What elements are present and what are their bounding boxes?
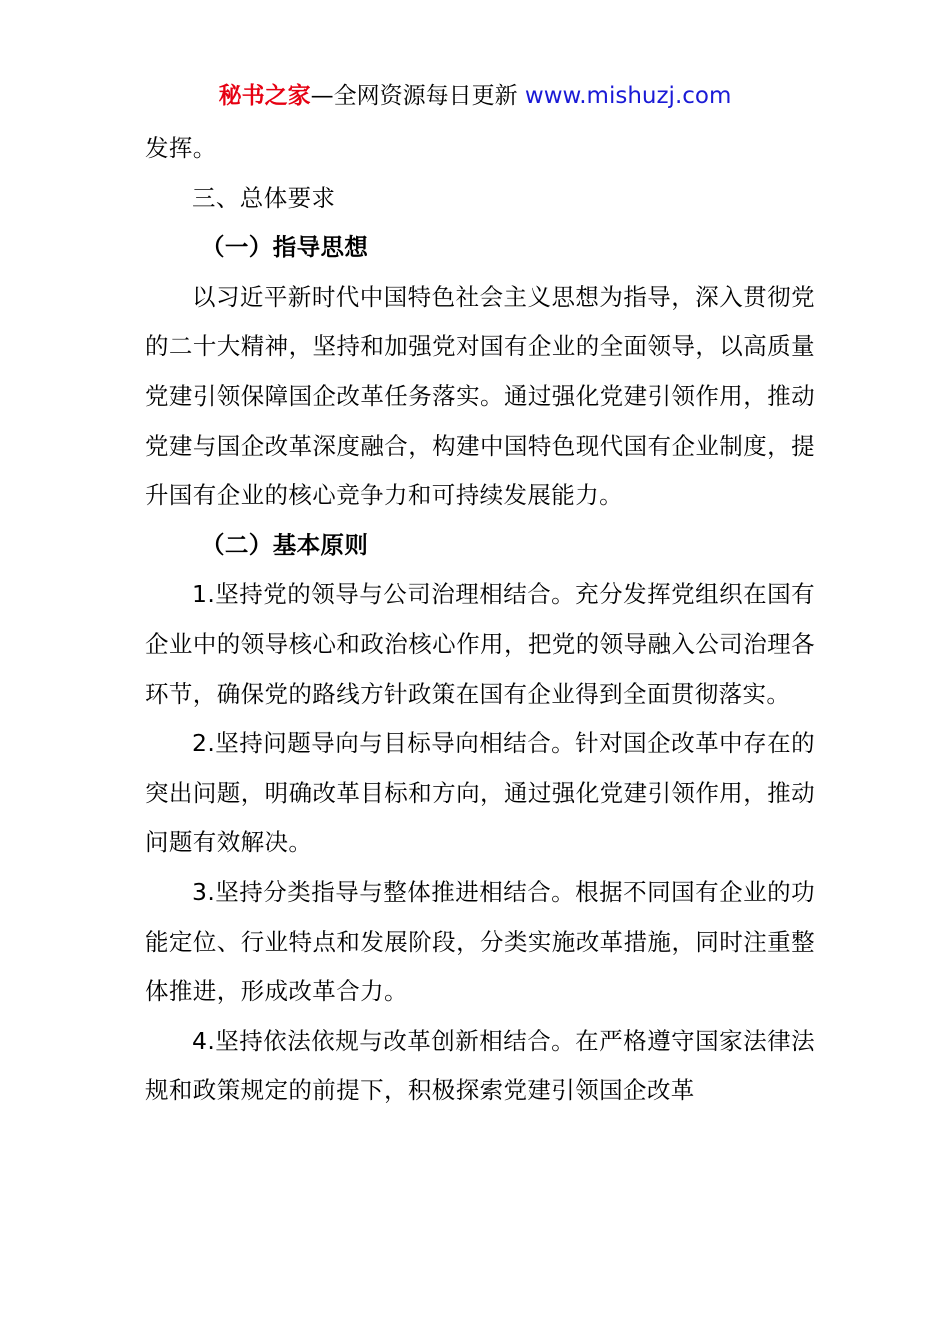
guiding-thought-paragraph: 以习近平新时代中国特色社会主义思想为指导，深入贯彻党的二十大精神，坚持和加强党对国有企业的全面领导，以高质量党建引领保障国企改革任务落实。通过强化党建引领作用，推动党建与国企改革深度融合，构建中国特色现代国有企业制度，提升国有企业的核心竞争力和可持续发展能力。 bbox=[145, 282, 815, 510]
header-tagline: —全网资源每日更新 bbox=[310, 83, 525, 109]
subsection-title-basic-principles: （二）基本原则 bbox=[201, 530, 369, 559]
carry-over-text: 发挥。 bbox=[145, 134, 217, 162]
subsection-title-guiding-thought: （一）指导思想 bbox=[201, 233, 369, 262]
page-header bbox=[0, 80, 950, 112]
site-link[interactable]: www.mishuzj.com bbox=[524, 83, 732, 109]
principle-paragraph-4: 4.坚持依法依规与改革创新相结合。在严格遵守国家法律法规和政策规定的前提下，积极探索党建引领国企改革 bbox=[145, 1026, 815, 1105]
document-body bbox=[145, 124, 815, 1116]
brand-name: 秘书之家 bbox=[218, 83, 311, 109]
principle-paragraph-3: 3.坚持分类指导与整体推进相结合。根据不同国有企业的功能定位、行业特点和发展阶段，分类实施改革措施，同时注重整体推进，形成改革合力。 bbox=[145, 877, 815, 1006]
principle-paragraph-2: 2.坚持问题导向与目标导向相结合。针对国企改革中存在的突出问题，明确改革目标和方向，通过强化党建引领作用，推动问题有效解决。 bbox=[145, 729, 815, 857]
section-title: 三、总体要求 bbox=[192, 183, 336, 212]
principle-paragraph-1: 1.坚持党的领导与公司治理相结合。充分发挥党组织在国有企业中的领导核心和政治核心作用，把党的领导融入公司治理各环节，确保党的路线方针政策在国有企业得到全面贯彻落实。 bbox=[145, 580, 815, 708]
